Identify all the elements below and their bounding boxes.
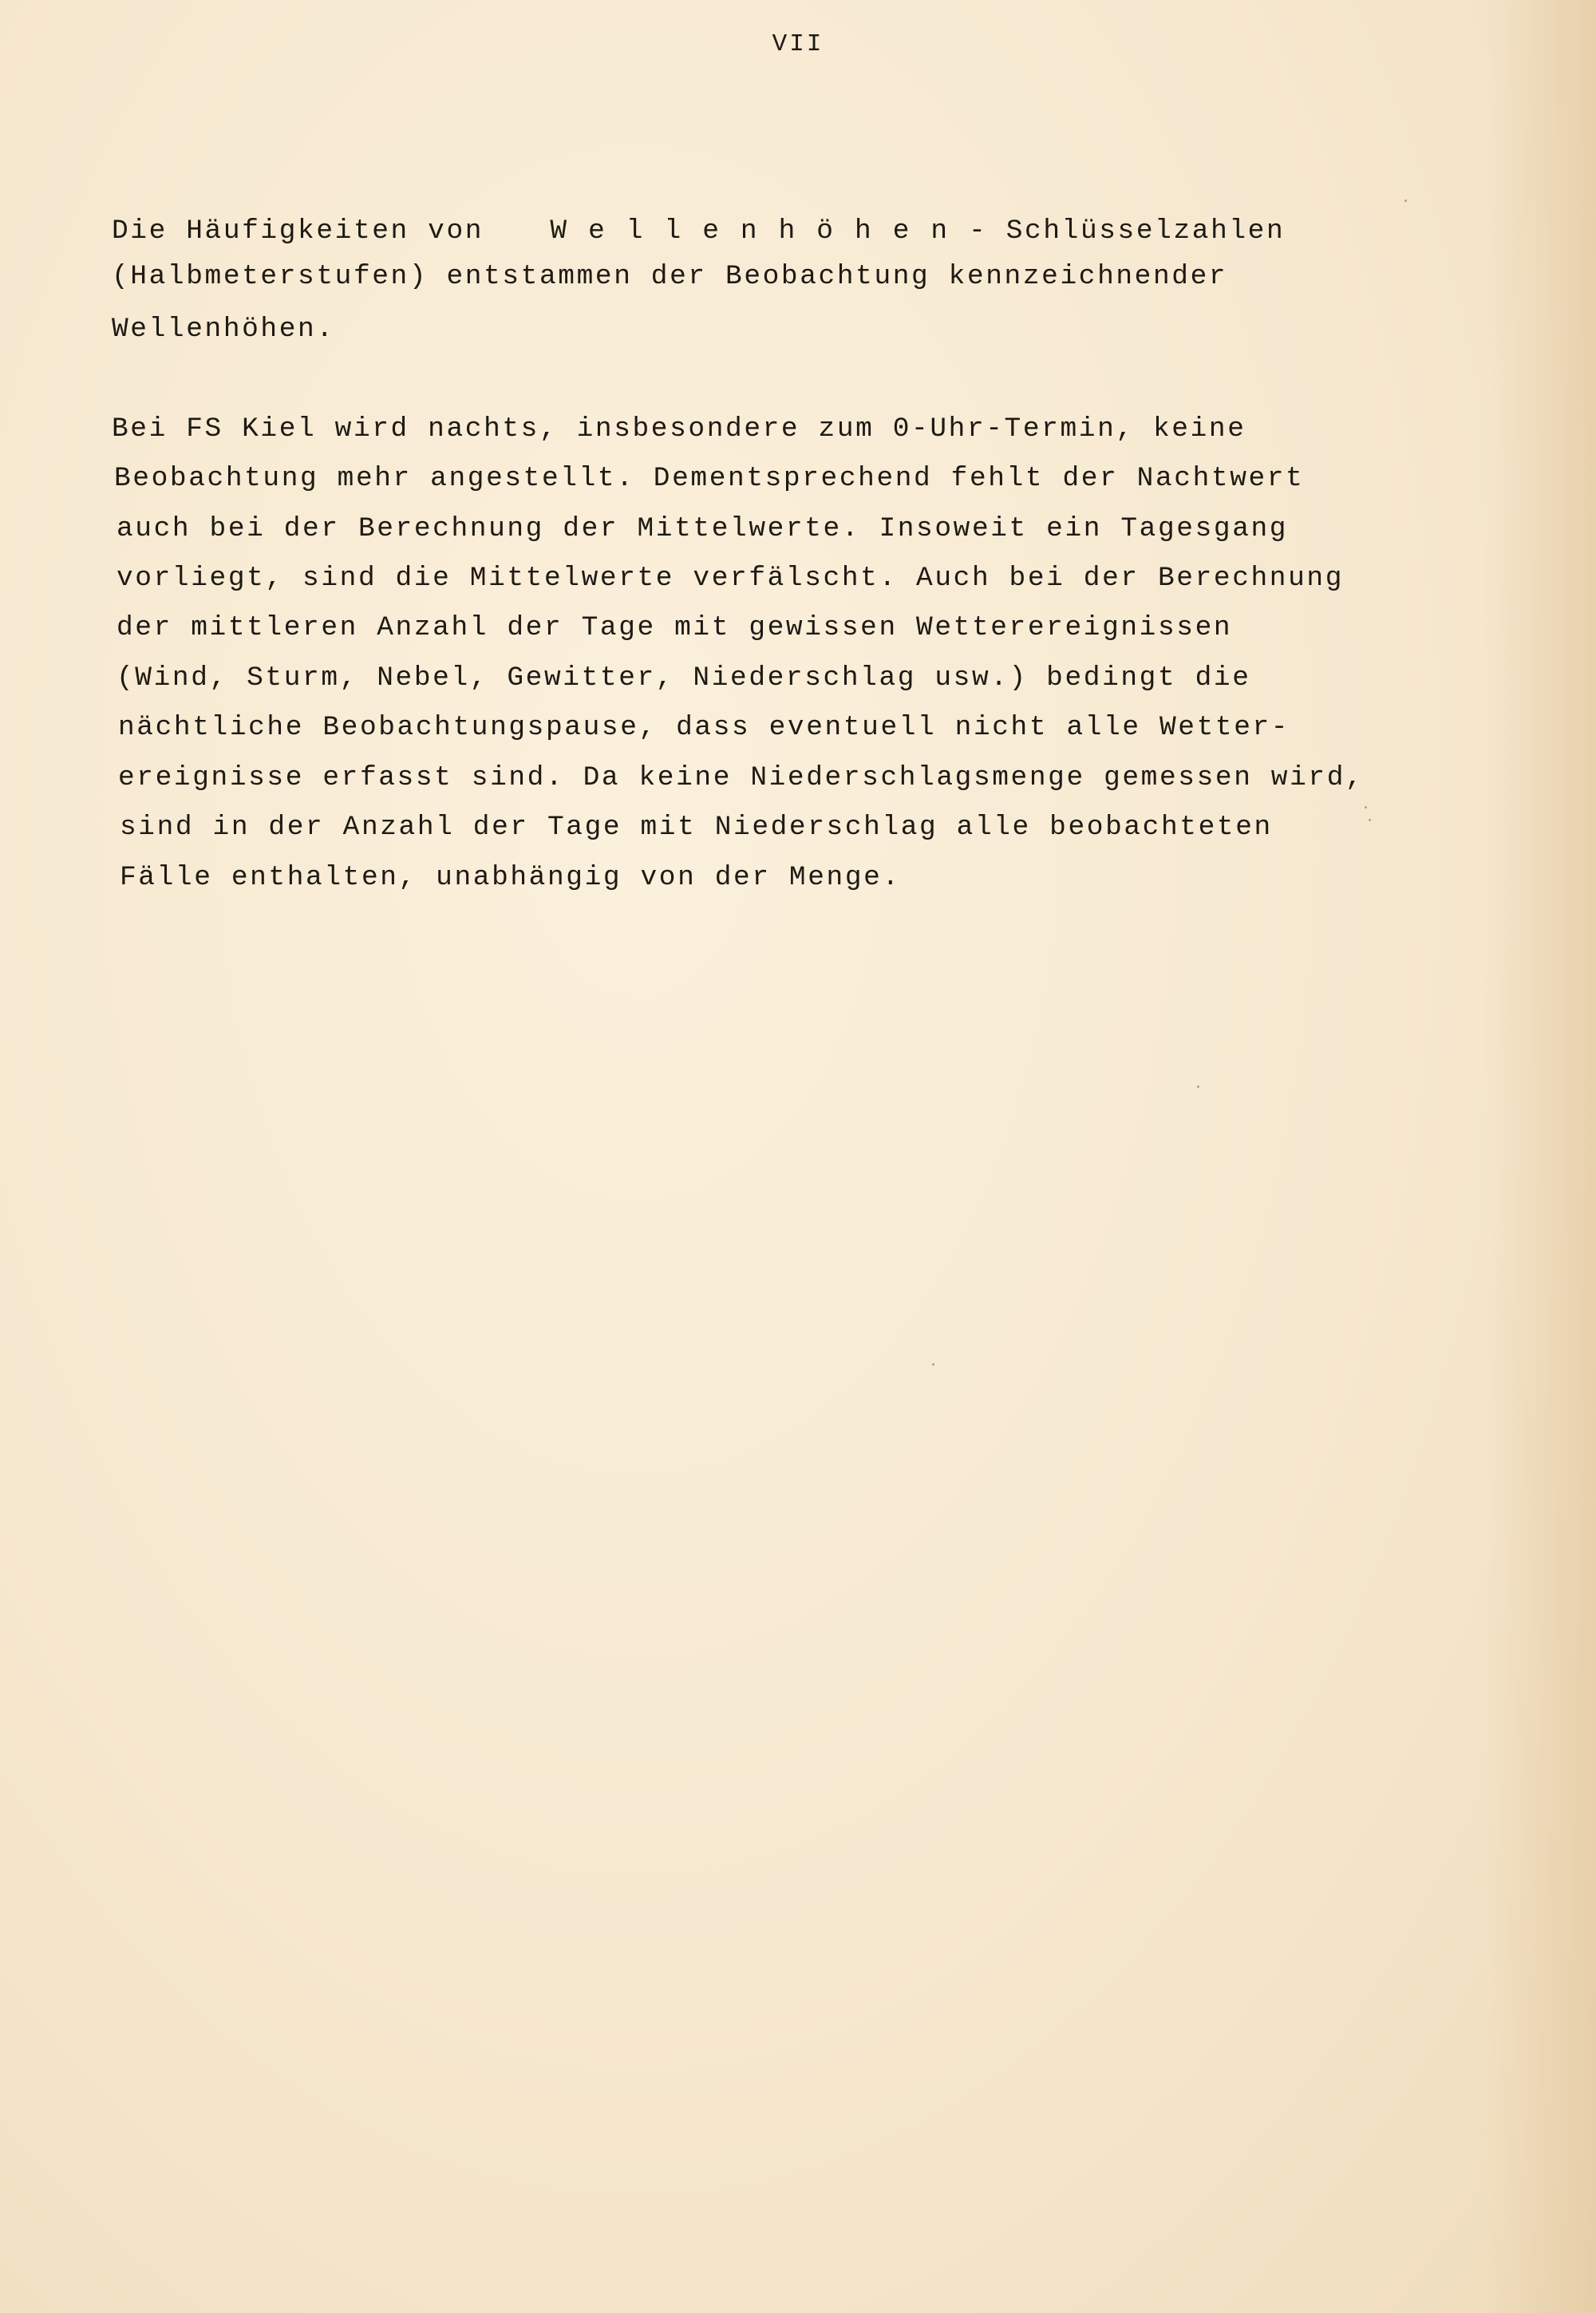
line-text-end: - Schlüsselzahlen — [969, 215, 1286, 247]
paragraph-2-line-1: Bei FS Kiel wird nachts, insbesondere zum 0-Uhr-Termin, keine — [112, 413, 1246, 445]
paragraph-2-line-10: Fälle enthalten, unabhängig von der Menge. — [120, 862, 901, 893]
paragraph-2-line-4: vorliegt, sind die Mittelwerte verfälscht. Auch bei der Berechnung — [117, 563, 1345, 594]
paragraph-1-line-3: Wellenhöhen. — [112, 314, 335, 345]
paragraph-2-line-3: auch bei der Berechnung der Mittelwerte. Insoweit ein Tagesgang — [117, 513, 1289, 544]
spaced-term: Wellenhöhen — [550, 215, 970, 247]
paragraph-2-line-9: sind in der Anzahl der Tage mit Niederschlag alle beobachteten — [120, 812, 1273, 843]
paper-speck — [1404, 200, 1407, 202]
paper-speck — [1197, 1085, 1199, 1088]
page-number: VII — [772, 30, 824, 58]
paragraph-2-line-7: nächtliche Beobachtungspause, dass eventuell nicht alle Wetter- — [118, 712, 1290, 743]
paragraph-2-line-6: (Wind, Sturm, Nebel, Gewitter, Niederschlag usw.) bedingt die — [117, 662, 1251, 694]
line-text-start: Die Häufigkeiten von — [112, 215, 503, 247]
paragraph-1-line-2: (Halbmeterstufen) entstammen der Beobachtung kennzeichnender — [112, 261, 1228, 292]
paper-speck — [1365, 806, 1367, 809]
paper-speck — [1369, 819, 1371, 821]
paper-edge-shading — [1484, 0, 1596, 2313]
paragraph-2-line-8: ereignisse erfasst sind. Da keine Niederschlagsmenge gemessen wird, — [118, 762, 1365, 793]
paragraph-2-line-2: Beobachtung mehr angestellt. Dementsprechend fehlt der Nachtwert — [114, 463, 1305, 494]
paper-speck — [932, 1363, 934, 1366]
paragraph-1-line-1 — [112, 215, 1285, 247]
paragraph-2-line-5: der mittleren Anzahl der Tage mit gewissen Wetterereignissen — [117, 612, 1233, 643]
